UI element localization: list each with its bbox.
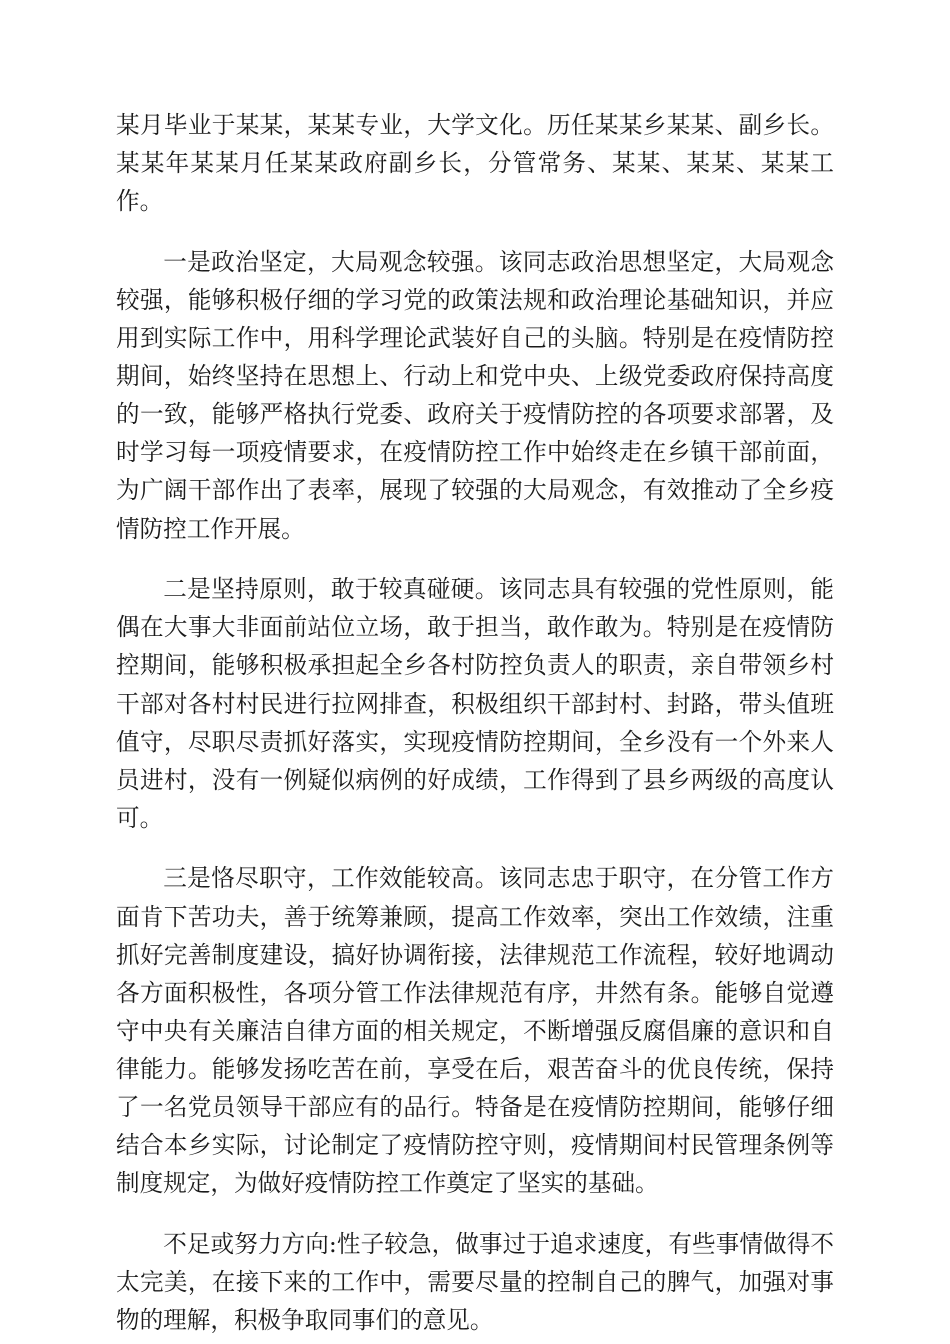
paragraph-political-stance: 一是政治坚定，大局观念较强。该同志政治思想坚定，大局观念较强，能够积极仔细的学习党的政策法规和政治理论基础知识，并应用到实际工作中，用科学理论武装好自己的头脑。特别是在疫情防控期间，始终坚持在思想上、行动上和党中央、上级党委政府保持高度的一致，能够严格执行党委、政府关于疫情防控的各项要求部署，及时学习每一项疫情要求，在疫情防控工作中始终走在乡镇干部前面，为广阔干部作出了表率，展现了较强的大局观念，有效推动了全乡疫情防控工作开展。 — [116, 247, 834, 543]
paragraph-background: 某月毕业于某某，某某专业，大学文化。历任某某乡某某、副乡长。某某年某某月任某某政府副乡长，分管常务、某某、某某、某某工作。 — [116, 111, 834, 216]
paragraph-duty-efficiency: 三是恪尽职守，工作效能较高。该同志忠于职守，在分管工作方面肯下苦功夫，善于统筹兼顾，提高工作效率，突出工作效绩，注重抓好完善制度建设，搞好协调衔接，法律规范工作流程，较好地调动各方面积极性，各项分管工作法律规范有序，井然有条。能够自觉遵守中央有关廉洁自律方面的相关规定，不断增强反腐倡廉的意识和自律能力。能够发扬吃苦在前，享受在后，艰苦奋斗的优良传统，保持了一名党员领导干部应有的品行。特备是在疫情防控期间，能够仔细结合本乡实际，讨论制定了疫情防控守则，疫情期间村民管理条例等制度规定，为做好疫情防控工作奠定了坚实的基础。 — [116, 864, 834, 1198]
paragraph-principles: 二是坚持原则，敢于较真碰硬。该同志具有较强的党性原则，能偶在大事大非面前站位立场，敢于担当，敢作敢为。特别是在疫情防控期间，能够积极承担起全乡各村防控负责人的职责，亲自带领乡村干部对各村村民进行拉网排查，积极组织干部封村、封路，带头值班值守，尽职尽责抓好落实，实现疫情防控期间，全乡没有一个外来人员进村，没有一例疑似病例的好成绩，工作得到了县乡两级的高度认可。 — [116, 575, 834, 832]
document-page — [116, 106, 834, 1339]
paragraph-shortcomings: 不足或努力方向:性子较急，做事过于追求速度，有些事情做得不太完美，在接下来的工作中，需要尽量的控制自己的脾气，加强对事物的理解，积极争取同事们的意见。 — [116, 1229, 834, 1335]
